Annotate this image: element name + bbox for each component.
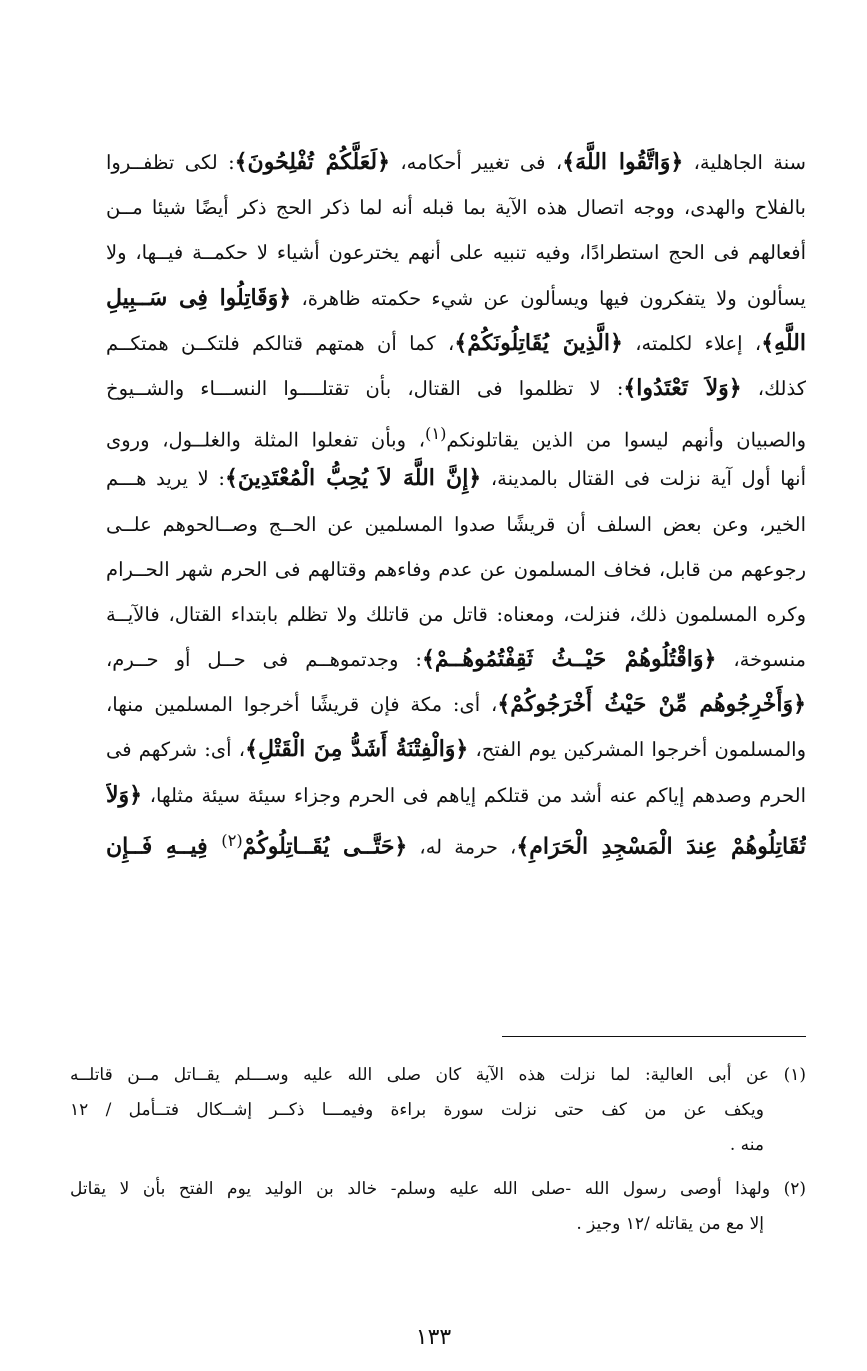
- text-segment: ، أى: شركهم فى: [106, 738, 246, 762]
- quran-verse: ﴿وَاقْتُلُوهُمْ حَيْــثُ ثَقِفْتُمُوهُــمْ﴾: [421, 646, 717, 673]
- text-line: [106, 456, 806, 501]
- text-segment: كذلك،: [741, 376, 806, 400]
- text-segment: والصبيان وأنهم ليسوا من الذين يقاتلونكم: [446, 428, 806, 452]
- footnote-line: منه .: [729, 1135, 764, 1155]
- text-line: [106, 185, 806, 230]
- text-segment: ، حرمة له،: [407, 835, 517, 859]
- text-segment: الحرم وصدهم إياكم عنه أشد من قتلكم إياهم فى الحرم وجزاء سيئة سيئة مثلها،: [142, 783, 806, 807]
- text-line: [106, 592, 806, 637]
- text-segment: الخير، وعن بعض السلف أن قريشًا صدوا المسلمين عن الحــج وصــالحوهم علــى: [106, 512, 806, 536]
- text-line: [106, 502, 806, 547]
- text-segment: سنة الجاهلية،: [683, 151, 806, 174]
- text-segment: ، إعلاء لكلمته،: [622, 331, 762, 355]
- text-line: [106, 411, 806, 456]
- quran-verse: ﴿وَلاَ: [106, 781, 143, 808]
- quran-verse: ﴿الَّذِينَ يُقَاتِلُونَكُمْ﴾: [454, 329, 623, 356]
- quran-verse: اللَّهِ﴾: [761, 329, 806, 356]
- text-segment: ، كما أن همتهم قتالكم فلتكــن همتكــم: [106, 331, 455, 355]
- text-segment: بالفلاح والهدى، ووجه اتصال هذه الآية بما قبله أنه لما ذكر الحج ذكر أيضًا شيئا مــن: [106, 196, 806, 220]
- text-line: [106, 637, 806, 682]
- text-segment: منسوخة،: [716, 648, 806, 672]
- text-line: [106, 773, 806, 818]
- quran-verse: ﴿وَلاَ تَعْتَدُوا﴾: [623, 374, 742, 401]
- text-line: [106, 321, 806, 366]
- footnotes: [70, 1058, 806, 1242]
- quran-verse: ﴿وَالْفِتْنَةُ أَشَدُّ مِنَ الْقَتْلِ﴾: [245, 736, 469, 763]
- footnote-line: إلا مع من يقاتله /١٢ وجيز .: [576, 1214, 764, 1234]
- quran-verse: ﴿لَعَلَّكُمْ تُفْلِحُونَ﴾: [234, 149, 390, 175]
- text-segment: ، وبأن تفعلوا المثلة والغلــول، وروى: [106, 428, 425, 452]
- footnote-line: ويكف عن من كف حتى نزلت سورة براءة وفيمـــا ذكــر إشــكال فتــأمل / ١٢: [70, 1100, 764, 1120]
- text-segment: ، أى: مكة فإن قريشًا أخرجوا المسلمين منها،: [106, 693, 498, 717]
- text-segment: أنها أول آية نزلت فى القتال بالمدينة،: [481, 467, 806, 491]
- quran-verse: ﴿حَتَّــى يُقَــاتِلُوكُمْ: [242, 833, 408, 860]
- text-line: [106, 818, 806, 863]
- footnote-line: (١) عن أبى العالية: لما نزلت هذه الآية كان صلى الله عليه وســـلم يقــاتل مــن قاتلــه: [70, 1065, 806, 1085]
- text-segment: : لكى تظفــروا: [106, 151, 235, 174]
- text-segment: : وجدتموهــم فى حــل أو حــرم،: [106, 648, 422, 672]
- page-number: ١٣٣: [415, 1325, 452, 1350]
- text-line: [106, 682, 806, 727]
- footnote-separator: [502, 1036, 806, 1037]
- footnote-marker: (٢): [221, 830, 243, 850]
- text-line: [106, 276, 806, 321]
- text-segment: : لا يريد هـــم: [106, 467, 225, 491]
- text-line: [106, 140, 806, 185]
- text-line: [106, 727, 806, 772]
- quran-verse: ﴿وَأَخْرِجُوهُم مِّنْ حَيْثُ أَخْرَجُوكُمْ﴾: [497, 691, 806, 718]
- text-line: [106, 230, 806, 275]
- main-text: [106, 140, 806, 863]
- quran-verse: ﴿وَقَاتِلُوا فِى سَــبِيلِ: [106, 284, 292, 311]
- text-line: [106, 366, 806, 411]
- text-segment: رجوعهم من قابل، فخاف المسلمون عن عدم وفاءهم وقتالهم فى الحرم شهر الحــرام: [106, 557, 806, 581]
- footnote-marker: (١): [425, 424, 447, 444]
- text-line: [106, 547, 806, 592]
- quran-verse: ﴿إِنَّ اللَّهَ لاَ يُحِبُّ الْمُعْتَدِينَ﴾: [225, 465, 482, 492]
- text-segment: والمسلمون أخرجوا المشركين يوم الفتح،: [468, 738, 806, 762]
- text-segment: : لا تظلموا فى القتال، بأن تقتلــــوا النســـاء والشــيوخ: [106, 376, 624, 400]
- footnote: [70, 1172, 806, 1242]
- quran-verse: ﴿وَاتَّقُوا اللَّهَ﴾: [562, 149, 684, 175]
- text-segment: يسألون ولا يتفكرون فيها ويسألون عن شيء حكمته ظاهرة،: [291, 286, 806, 310]
- footnote: [70, 1058, 806, 1163]
- text-segment: ، فى تغيير أحكامه،: [389, 151, 563, 174]
- quran-verse: فِيــهِ فَــإِن: [106, 833, 222, 860]
- text-segment: أفعالهم فى الحج استطرادًا، وفيه تنبيه على أنهم يخترعون أشياء لا حكمــة فيــها، ولا: [106, 241, 806, 265]
- text-segment: وكره المسلمون ذلك، فنزلت، ومعناه: قاتل من قاتلك ولا تظلم بابتداء القتال، فالآيــة: [106, 602, 806, 626]
- quran-verse: تُقَاتِلُوهُمْ عِندَ الْمَسْجِدِ الْحَرَامِ﴾: [516, 833, 806, 860]
- footnote-line: (٢) ولهذا أوصى رسول الله -صلى الله عليه وسلم- خالد بن الوليد يوم الفتح بأن لا يقاتل: [70, 1179, 806, 1199]
